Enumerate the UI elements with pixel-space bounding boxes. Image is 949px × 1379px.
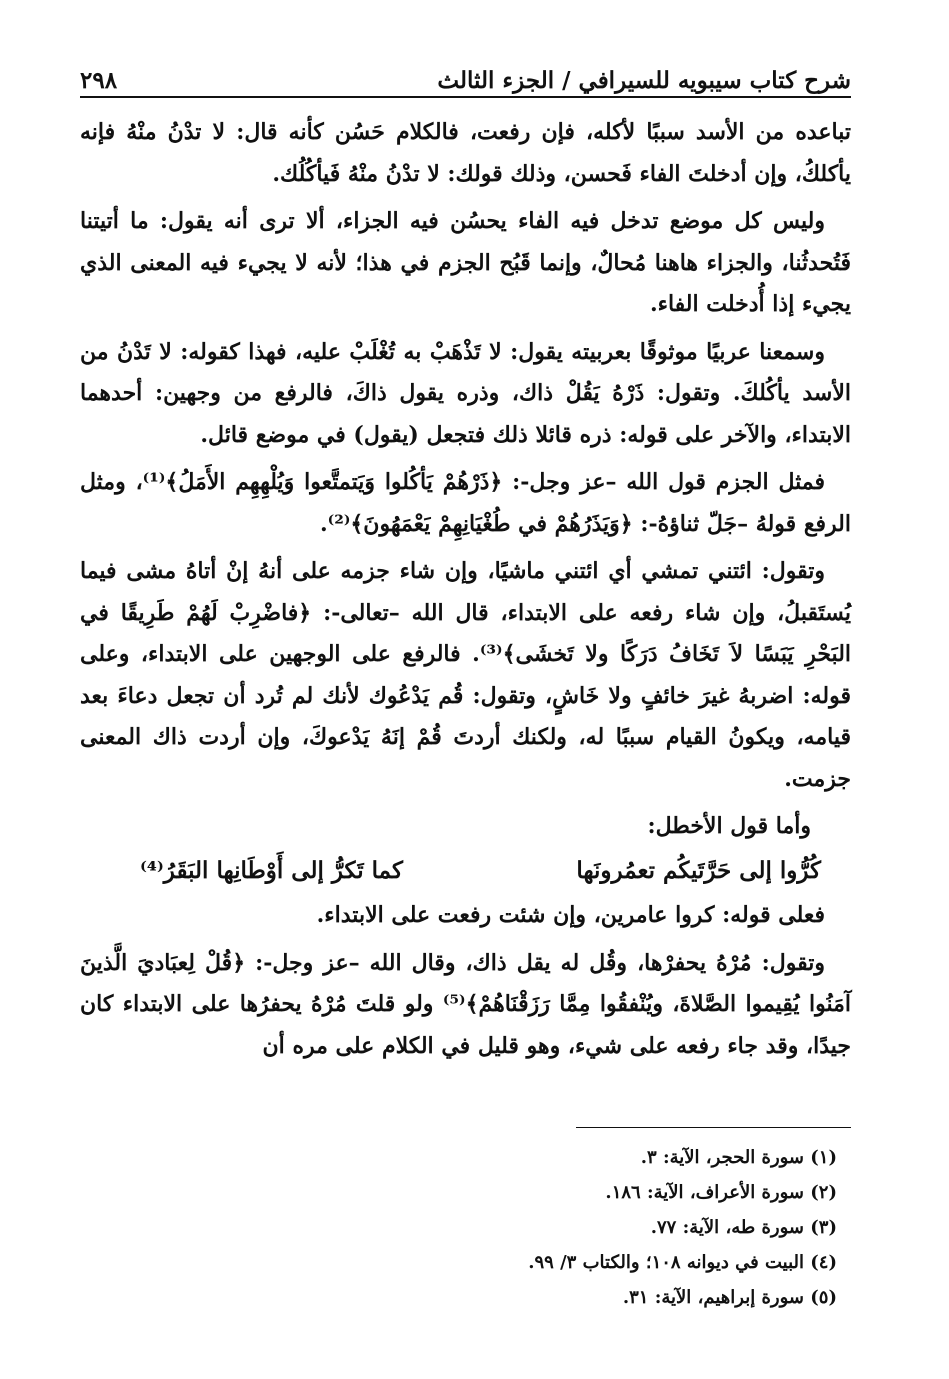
paragraph: وتقول: ائتني تمشي أي ائتني ماشيًا، وإن شاء جزمه على أنهُ إنْ أتاهُ مشى فيما يُستَقبلُ، وإن شاء رفعه على الابتداء، قال الله –تعالى-: ﴿فاضْرِبْ لَهُمْ طَرِيقًا في البَحْرِ يَبَسًا لاَ تَخَافُ دَرَكًا ولا تَخشَى﴾⁽³⁾. فالرفع على الوجهين على الابتداء، وعلى قوله: اضربهُ غيرَ خائفٍ ولا خَاشٍ، وتقول: قُم يَدْعُوك لأنك لم تُرد أن تجعل دعاءَ بعد قيامه، ويكونُ القيام سببًا له، ولكنك أردتَ قُمْ إنَهُ يَدْعوكَ، وإن أردت ذاك المعنى جزمت. xyxy=(80,558,852,792)
header-divider xyxy=(80,96,851,98)
footnote: (٢) سورة الأعراف، الآية: ١٨٦. xyxy=(605,1182,837,1203)
paragraph: وليس كل موضع تدخل فيه الفاء يحسُن فيه الجزاء، ألا ترى أنه يقول: ما أتيتنا فَتُحدثُنا، والجزاء هاهنا مُحالٌ، وإنما قَبُح الجزم في هذا؛ لأنه لا يجيء فيه المعنى الذي يجيء إذا أُدخلت الفاء. xyxy=(80,208,851,317)
paragraph: تباعده من الأسد سببًا لأكله، فإن رفعت، فالكلام حَسُن كأنه قال: لا تدْنُ منْهُ فإنه يأكلكُ، وإن أدخلتَ الفاء فَحسن، وذلك قولك: لا تدْنُ منْهُ فَيأكُلُك. xyxy=(80,119,851,187)
running-title: شرح كتاب سيبويه للسيرافي / الجزء الثالث xyxy=(437,67,851,94)
poetry-verse xyxy=(80,850,851,892)
verse-intro: وأما قول الأخطل: xyxy=(647,813,811,839)
page-number: ٢٩٨ xyxy=(80,67,118,94)
paragraph: فعلى قوله: كروا عامرين، وإن شئت رفعت على الابتداء. xyxy=(316,902,825,928)
verse-second-hemistich: كما تَكرُّ إلى أَوْطَانِها البَقَرُ⁽⁴⁾ xyxy=(140,856,403,884)
footnotes xyxy=(100,1140,837,1315)
footnote: (٤) البيت في ديوانه ١٠٨؛ والكتاب ٣/ ٩٩. xyxy=(528,1252,837,1273)
paragraph: وسمعنا عربيًا موثوقًا بعربيته يقول: لا تَذْهَبْ به تُغْلَبْ عليه، فهذا كقوله: لا تَدْنُ من الأسد يأكُلكَ. وتقول: ذَرْهُ يَقُلْ ذاك، وذره يقول ذاكَ، فالرفع من وجهين: أحدهما الابتداء، والآخر على قوله: ذره قائلا ذلك فتجعل (يقول) في موضع قائل. xyxy=(80,338,851,448)
paragraph: فمثل الجزم قول الله –عز وجل-: ﴿ذَرْهُمْ يَأكُلوا وَيَتمتَّعوا وَيُلْهِهِم الأَمَلُ﴾⁽¹⁾، ومثل الرفع قولهُ –جَلّ ثناؤهُ-: ﴿وَيَذَرُهُمْ في طُغْيَانِهِمْ يَعْمَهُونَ﴾⁽²⁾. xyxy=(80,469,851,537)
verse-first-hemistich: كُرُّوا إلى حَرَّتَيكُم تعمُرونَها xyxy=(576,856,821,884)
footnote: (٣) سورة طه، الآية: ٧٧. xyxy=(650,1217,837,1238)
footnote: (١) سورة الحجر، الآية: ٣. xyxy=(640,1147,837,1168)
footnote: (٥) سورة إبراهيم، الآية: ٣١. xyxy=(622,1287,837,1308)
main-text xyxy=(80,112,851,1073)
footnote-divider xyxy=(576,1127,851,1128)
page-header xyxy=(80,58,851,94)
paragraph: وتقول: مُرْهُ يحفرْها، وقُل له يقل ذاك، وقال الله –عز وجل-: ﴿قُلْ لِعبَاديَ الَّذينَ آمَنُوا يُقِيموا الصَّلاةَ، ويُنْفقُوا مِمَّا رَزَقْنَاهُمْ﴾⁽⁵⁾ ولو قلتَ مُرْهُ يحفرُها على الابتداء كان جيدًا، وقد جاء رفعه على شيء، وهو قليل في الكلام على مره أن xyxy=(80,949,851,1059)
